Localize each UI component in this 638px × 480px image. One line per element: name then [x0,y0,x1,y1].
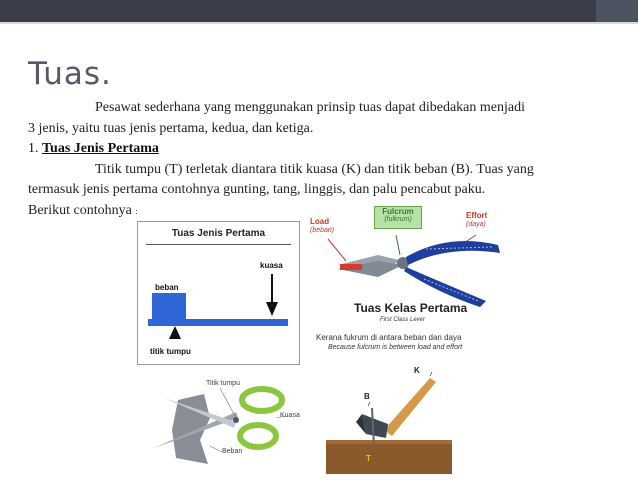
scissors-figure [150,378,310,468]
scissors-effort-label: Kuasa [280,412,300,419]
body-line-2: termasuk jenis pertama contohnya gunting, tang, linggis, dan palu pencabut paku. [28,182,486,197]
body-line-1: Titik tumpu (T) terletak diantara titik kuasa (K) dan titik beban (B). Tuas yang [95,162,534,177]
effort-label: kuasa [260,261,283,270]
hammer-b-label: B [364,392,370,401]
pliers-effort-sub: (daya) [466,221,486,228]
pliers-heading: Tuas Kelas Pertama [354,301,468,315]
lever-diagram-title: Tuas Jenis Pertama [171,228,266,239]
scissors-fulcrum-label: Titik tumpu [206,380,240,387]
body-line-3-tail: : [135,207,138,216]
body-line-3 [28,203,138,219]
pliers-fulcrum-label: Fulcrum [382,207,414,216]
hammer-figure [322,368,456,476]
lever-diagram [137,221,300,365]
fulcrum-triangle-icon [169,326,181,339]
fulcrum-label: titik tumpu [150,347,191,356]
hammer-illustration [322,368,456,476]
pliers-effort-label: Effort [466,211,488,220]
pliers-caption: Kerana fukrum di antara beban dan daya [316,333,462,342]
load-label: beban [155,283,179,292]
section-heading [28,141,159,157]
top-divider [0,22,638,24]
section-number: 1. [28,141,39,156]
top-bar-accent [596,0,638,22]
lever-beam [148,319,288,326]
pliers-fulcrum-box [374,206,422,229]
effort-arrow-shaft [271,274,273,304]
pliers-caption-sub: Because fulcrum is between load and effort [328,344,463,351]
top-bar [0,0,638,22]
intro-line-1: Pesawat sederhana yang menggunakan prinsip tuas dapat dibedakan menjadi [95,100,525,115]
pliers-load-label: Load [310,217,330,226]
slide-title: Tuas. [28,56,112,92]
section-title: Tuas Jenis Pertama [42,141,159,156]
pliers-load-sub: (beban) [310,227,335,234]
intro-line-2: 3 jenis, yaitu tuas jenis pertama, kedua, dan ketiga. [28,121,314,136]
load-block [152,293,186,319]
pliers-fulcrum-sub: (fulkrum) [384,216,412,223]
hammer-t-label: T [366,454,371,463]
pliers-figure [308,203,506,363]
pliers-heading-sub: First Class Lever [380,317,426,323]
effort-arrow-icon [266,302,278,316]
hammer-k-label: K [414,366,420,375]
body-line-3-text: Berikut contohnya [28,203,132,218]
lever-diagram-title-rule [146,244,291,245]
scissors-load-label: Beban [222,448,243,455]
